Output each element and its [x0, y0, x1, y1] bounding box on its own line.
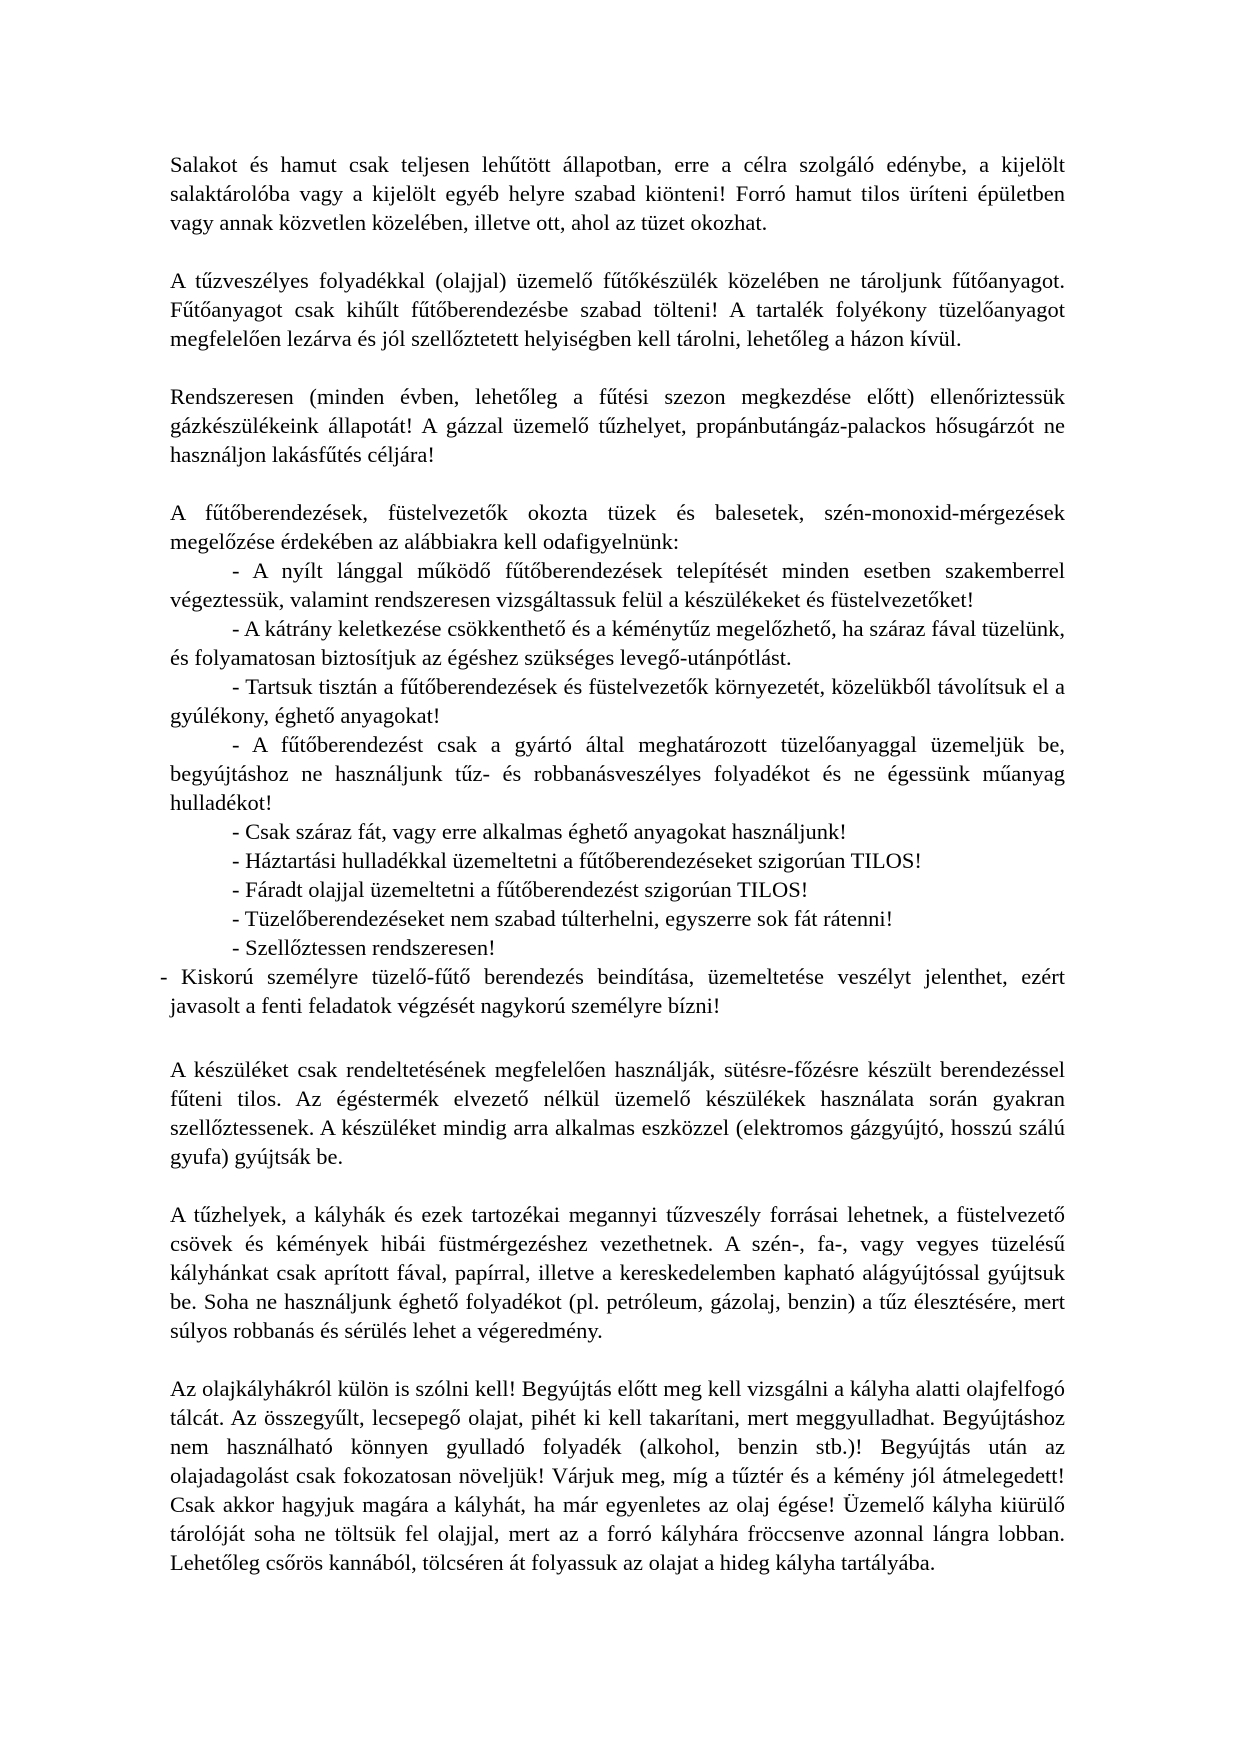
list-item-tar-prevention: - A kátrány keletkezése csökkenthető és a kéménytűz megelőzhető, ha száraz fával tüzelünk, és folyamatosan biztosítjuk az égéshez szükséges levegő-utánpótlást.	[170, 616, 1065, 670]
paragraph-list-intro: A fűtőberendezések, füstelvezetők okozta tüzek és balesetek, szén-monoxid-mérgezések megelőzése érdekében az alábbiakra kell odafigyelnünk:	[170, 500, 1065, 554]
paragraph-ash-disposal: Salakot és hamut csak teljesen lehűtött állapotban, erre a célra szolgáló edénybe, a kijelölt salaktárolóba vagy a kijelölt egyéb helyre szabad kiönteni! Forró hamut tilos üríteni épületben vagy annak közvetlen közelében, illetve ott, ahol az tüzet okozhat.	[170, 152, 1065, 235]
paragraph-gas-appliances: Rendszeresen (minden évben, lehetőleg a fűtési szezon megkezdése előtt) ellenőriztessük gázkészülékeink állapotát! A gázzal üzemelő tűzhelyet, propánbutángáz-palackos hősugárzót ne használjon lakásfűtés céljára!	[170, 384, 1065, 467]
list-item-installation: - A nyílt lánggal működő fűtőberendezések telepítését minden esetben szakemberrel végeztessük, valamint rendszeresen vizsgáltassuk felül a készülékeket és füstelvezetőket!	[170, 558, 1065, 612]
paragraph-oil-stoves: Az olajkályhákról külön is szólni kell! Begyújtás előtt meg kell vizsgálni a kályha alatti olajfelfogó tálcát. Az összegyűlt, lecsepegő olajat, pihét ki kell takarítani, mert meggyulladhat. Begyújtáshoz nem használható könnyen gyulladó folyadék (alkohol, benzin stb.)! Begyújtás után az olajadagolást csak fokozatosan növeljük! Várjuk meg, míg a tűztér és a kémény jól átmelegedett! Csak akkor hagyjuk magára a kályhát, ha már egyenletes az olaj égése! Üzemelő kályha kiürülő tárolóját soha ne töltsük fel olajjal, mert az a forró kályhára fröccsenve azonnal lángra lobban. Lehetőleg csőrös kannából, tölcséren át folyassuk az olajat a hideg kályha tartályába.	[170, 1376, 1065, 1575]
list-item-overloading: - Tüzelőberendezéseket nem szabad túlterhelni, egyszerre sok fát rátenni!	[232, 906, 894, 931]
paragraph-intended-use: A készüléket csak rendeltetésének megfelelően használják, sütésre-főzésre készült berendezéssel fűteni tilos. Az égéstermék elvezető nélkül üzemelő készülékek használata során gyakran szellőztessenek. A készüléket mindig arra alkalmas eszközzel (elektromos gázgyújtó, hosszú szálú gyufa) gyújtsák be.	[170, 1057, 1065, 1169]
list-item-keep-clean: - Tartsuk tisztán a fűtőberendezések és füstelvezetők környezetét, közelükből távolítsuk el a gyúlékony, éghető anyagokat!	[170, 674, 1065, 728]
list-item-used-oil: - Fáradt olajjal üzemeltetni a fűtőberendezést szigorúan TILOS!	[232, 877, 809, 902]
list-item-manufacturer-fuel: - A fűtőberendezést csak a gyártó által meghatározott tüzelőanyaggal üzemeljük be, begyújtáshoz ne használjunk tűz- és robbanásveszélyes folyadékot és ne égessünk műanyag hulladékot!	[170, 732, 1065, 815]
list-item-minors: - Kiskorú személyre tüzelő-fűtő berendezés beindítása, üzemeltetése veszélyt jelenthet, ezért javasolt a fenti feladatok végzését nagykorú személyre bízni!	[160, 964, 1065, 1018]
paragraph-flammable-liquids: A tűzveszélyes folyadékkal (olajjal) üzemelő fűtőkészülék közelében ne tároljunk fűtőanyagot. Fűtőanyagot csak kihűlt fűtőberendezésbe szabad tölteni! A tartalék folyékony tüzelőanyagot megfelelően lezárva és jól szellőztetett helyiségben kell tárolni, lehetőleg a házon kívül.	[170, 268, 1065, 351]
list-item-ventilate: - Szellőztessen rendszeresen!	[232, 935, 496, 960]
paragraph-stoves-chimneys: A tűzhelyek, a kályhák és ezek tartozékai megannyi tűzveszély forrásai lehetnek, a füstelvezető csövek és kémények hibái füstmérgezéshez vezethetnek. A szén-, fa-, vagy vegyes tüzelésű kályhánkat csak aprított fával, papírral, illetve a kereskedelemben kapható alágyújtóssal gyújtsuk be. Soha ne használjunk éghető folyadékot (pl. petróleum, gázolaj, benzin) a tűz élesztésére, mert súlyos robbanás és sérülés lehet a végeredmény.	[170, 1202, 1065, 1343]
list-item-household-waste: - Háztartási hulladékkal üzemeltetni a fűtőberendezéseket szigorúan TILOS!	[232, 848, 922, 873]
document-text-block	[160, 150, 1065, 1606]
list-item-dry-wood: - Csak száraz fát, vagy erre alkalmas éghető anyagokat használjunk!	[232, 819, 847, 844]
